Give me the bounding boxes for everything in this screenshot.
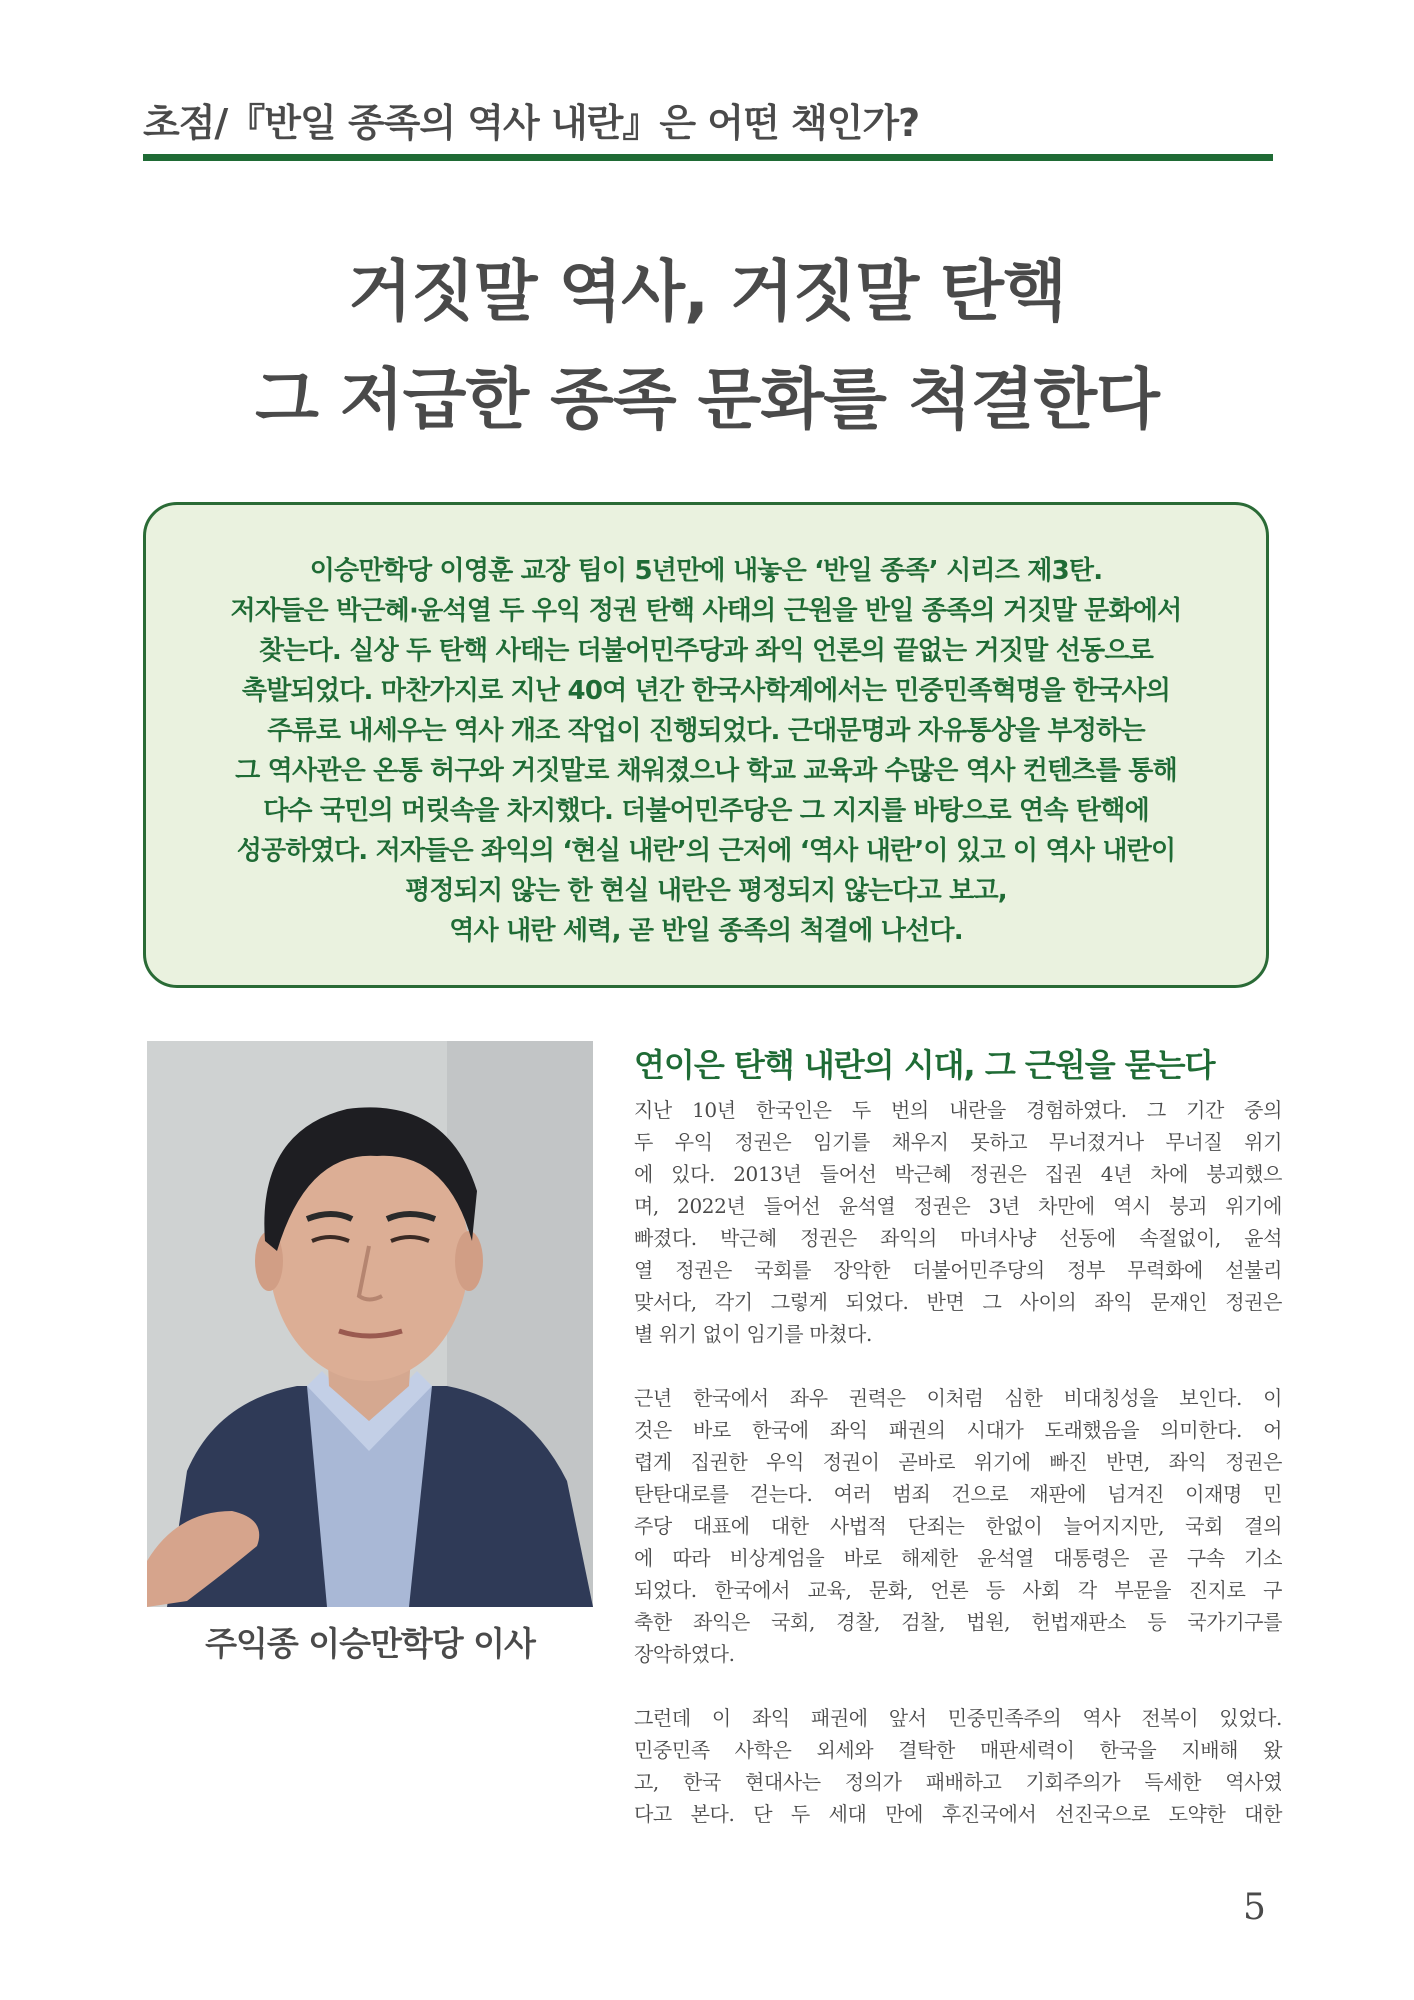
- body-line: 렵게 집권한 우익 정권이 곧바로 위기에 빠진 반면, 좌익 정권은: [634, 1450, 1282, 1474]
- body-line: 다고 본다. 단 두 세대 만에 후진국에서 선진국으로 도약한 대한: [634, 1802, 1282, 1826]
- body-line: 축한 좌익은 국회, 경찰, 검찰, 법원, 헌법재판소 등 국가기구를: [634, 1610, 1282, 1634]
- body-line: 고, 한국 현대사는 정의가 패배하고 기회주의가 득세한 역사였: [634, 1770, 1282, 1794]
- header-title: 초점/『반일 종족의 역사 내란』은 어떤 책인가?: [143, 101, 920, 145]
- body-line: 며, 2022년 들어선 윤석열 정권은 3년 차만에 역시 붕괴 위기에: [634, 1194, 1282, 1218]
- body-line: 그런데 이 좌익 패권에 앞서 민중민족주의 역사 전복이 있었다.: [634, 1706, 1282, 1730]
- summary-line: 성공하였다. 저자들은 좌익의 ‘현실 내란’의 근저에 ‘역사 내란’이 있고 이 역사 내란이: [236, 836, 1176, 866]
- paragraph: [634, 1702, 1282, 1830]
- header-divider: [143, 154, 1273, 161]
- summary-line: 다수 국민의 머릿속을 차지했다. 더불어민주당은 그 지지를 바탕으로 연속 탄핵에: [263, 796, 1149, 826]
- body-line: 민중민족 사학은 외세와 결탁한 매판세력이 한국을 지배해 왔: [634, 1738, 1282, 1762]
- summary-line: 그 역사관은 온통 허구와 거짓말로 채워졌으나 학교 교육과 수많은 역사 컨텐츠를 통해: [235, 756, 1177, 786]
- body-line: 열 정권은 국회를 장악한 더불어민주당의 정부 무력화에 섣불리: [634, 1258, 1282, 1282]
- photo-caption: 주익종 이승만학당 이사: [205, 1624, 535, 1663]
- section-heading: 연이은 탄핵 내란의 시대, 그 근원을 묻는다: [634, 1046, 1215, 1084]
- paragraph: [634, 1094, 1282, 1350]
- paragraph: [634, 1382, 1282, 1670]
- portrait-illustration: [147, 1041, 593, 1607]
- body-line: 에 있다. 2013년 들어선 박근혜 정권은 집권 4년 차에 붕괴했으: [634, 1162, 1282, 1186]
- article-title: [0, 238, 1414, 454]
- body-line: 탄탄대로를 걷는다. 여러 범죄 건으로 재판에 넘겨진 이재명 민: [634, 1482, 1282, 1506]
- summary-line: 역사 내란 세력, 곧 반일 종족의 척결에 나선다.: [449, 916, 963, 946]
- body-line: 두 우익 정권은 임기를 채우지 못하고 무너졌거나 무너질 위기: [634, 1130, 1282, 1154]
- summary-line: 주류로 내세우는 역사 개조 작업이 진행되었다. 근대문명과 자유통상을 부정하는: [267, 716, 1145, 746]
- body-line: 별 위기 없이 임기를 마쳤다.: [634, 1322, 872, 1346]
- title-line: 거짓말 역사, 거짓말 탄핵: [348, 253, 1066, 330]
- body-line: 맞서다, 각기 그렇게 되었다. 반면 그 사이의 좌익 문재인 정권은: [634, 1290, 1282, 1314]
- summary-line: 촉발되었다. 마찬가지로 지난 40여 년간 한국사학계에서는 민중민족혁명을 한국사의: [241, 676, 1171, 706]
- summary-line: 찾는다. 실상 두 탄핵 사태는 더불어민주당과 좌익 언론의 끝없는 거짓말 선동으로: [258, 636, 1154, 666]
- summary-box: [143, 502, 1269, 988]
- author-photo: [147, 1041, 593, 1607]
- body-line: 빠졌다. 박근혜 정권은 좌익의 마녀사냥 선동에 속절없이, 윤석: [634, 1226, 1282, 1250]
- title-line: 그 저급한 종족 문화를 척결한다: [255, 361, 1159, 438]
- article-body: [634, 1094, 1282, 1862]
- body-line: 근년 한국에서 좌우 권력은 이처럼 심한 비대칭성을 보인다. 이: [634, 1386, 1282, 1410]
- body-line: 지난 10년 한국인은 두 번의 내란을 경험하였다. 그 기간 중의: [634, 1098, 1282, 1122]
- summary-line: 저자들은 박근혜·윤석열 두 우익 정권 탄핵 사태의 근원을 반일 종족의 거짓말 문화에서: [230, 596, 1182, 626]
- body-line: 주당 대표에 대한 사법적 단죄는 한없이 늘어지지만, 국회 결의: [634, 1514, 1282, 1538]
- body-line: 장악하였다.: [634, 1642, 735, 1666]
- page-number: 5: [1243, 1887, 1266, 1928]
- body-line: 되었다. 한국에서 교육, 문화, 언론 등 사회 각 부문을 진지로 구: [634, 1578, 1282, 1602]
- body-line: 에 따라 비상계엄을 바로 해제한 윤석열 대통령은 곧 구속 기소: [634, 1546, 1282, 1570]
- summary-line: 이승만학당 이영훈 교장 팀이 5년만에 내놓은 ‘반일 종족’ 시리즈 제3탄.: [309, 556, 1103, 586]
- summary-line: 평정되지 않는 한 현실 내란은 평정되지 않는다고 보고,: [405, 876, 1007, 906]
- body-line: 것은 바로 한국에 좌익 패권의 시대가 도래했음을 의미한다. 어: [634, 1418, 1282, 1442]
